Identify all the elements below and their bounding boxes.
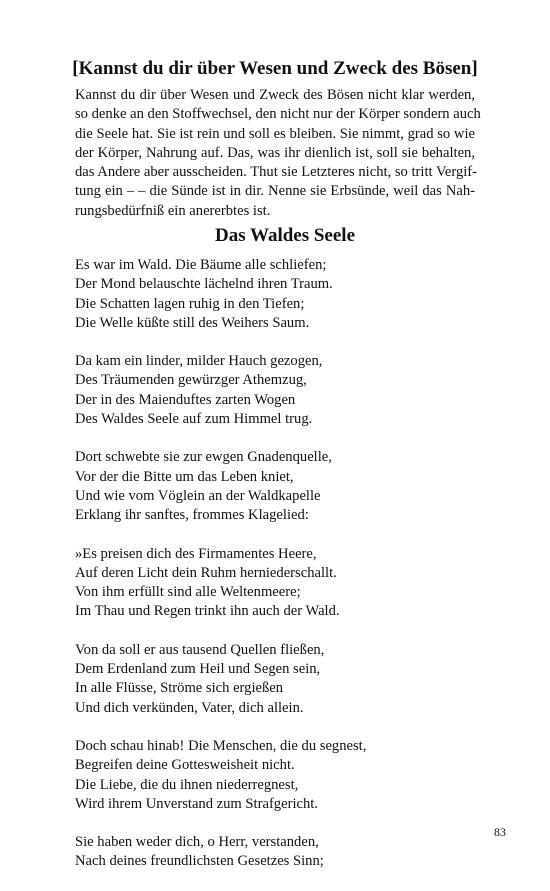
verse-line: Des Waldes Seele auf zum Himmel trug. bbox=[75, 411, 313, 428]
verse-line: Die Schatten lagen ruhig in den Tiefen; bbox=[75, 295, 305, 312]
verse-line: Des Träumenden gewürzger Athemzug, bbox=[75, 372, 307, 389]
verse-line: Und wie vom Vöglein an der Waldkapelle bbox=[75, 487, 321, 504]
prose-line: das Andere aber ausscheiden. Thut sie Letzteres nicht, so tritt Vergif- bbox=[75, 164, 478, 181]
poem-stanza bbox=[75, 352, 495, 429]
prose-line: der Körper, Nahrung auf. Das, was ihr dienlich ist, soll sie behalten, bbox=[75, 144, 475, 161]
prose-line: rungsbedürfniß ein anererbtes ist. bbox=[75, 202, 271, 219]
verse-line: Doch schau hinab! Die Menschen, die du segnest, bbox=[75, 737, 367, 754]
verse-line: Es war im Wald. Die Bäume alle schliefen; bbox=[75, 257, 327, 273]
poem bbox=[75, 256, 495, 891]
poem-stanza bbox=[75, 545, 495, 622]
section-heading: [Kannst du dir über Wesen und Zweck des Bösen] bbox=[72, 58, 478, 79]
verse-line: Sie haben weder dich, o Herr, verstanden, bbox=[75, 834, 319, 851]
verse-line: »Es preisen dich des Firmamentes Heere, bbox=[75, 545, 317, 562]
verse-line: Wird ihrem Unverstand zum Strafgericht. bbox=[75, 795, 318, 812]
prose-paragraph bbox=[75, 86, 481, 221]
poem-stanza bbox=[75, 833, 495, 872]
verse-line: Nach deines freundlichsten Gesetzes Sinn; bbox=[75, 853, 324, 870]
poem-stanza bbox=[75, 737, 495, 814]
page-number: 83 bbox=[494, 825, 506, 839]
verse-line: Von ihm erfüllt sind alle Weltenmeere; bbox=[75, 584, 301, 601]
verse-line: Und dich verkünden, Vater, dich allein. bbox=[75, 699, 304, 716]
verse-line: Begreifen deine Gottesweisheit nicht. bbox=[75, 757, 295, 774]
prose-line: die Seele hat. Sie ist rein und soll es bleiben. Sie nimmt, grad so wie bbox=[75, 125, 475, 142]
verse-line: Der in des Maienduftes zarten Wogen bbox=[75, 391, 296, 408]
poem-stanza bbox=[75, 641, 495, 718]
verse-line: Erklang ihr sanftes, frommes Klagelied: bbox=[75, 507, 309, 524]
verse-line: Von da soll er aus tausend Quellen fließen, bbox=[75, 641, 325, 658]
verse-line: Im Thau und Regen trinkt ihn auch der Wald. bbox=[75, 603, 340, 620]
verse-line: Die Welle küßte still des Weihers Saum. bbox=[75, 314, 310, 331]
poem-stanza bbox=[75, 448, 495, 525]
verse-line: Der Mond belauschte lächelnd ihren Traum. bbox=[75, 276, 333, 293]
poem-title: Das Waldes Seele bbox=[214, 225, 356, 246]
verse-line: Vor der die Bitte um das Leben kniet, bbox=[75, 468, 294, 485]
poem-stanza bbox=[75, 256, 495, 333]
verse-line: Die Liebe, die du ihnen niederregnest, bbox=[75, 776, 299, 793]
prose-line: so denke an den Stoffwechsel, den nicht nur der Körper sondern auch bbox=[75, 106, 481, 123]
prose-line: tung ein – – die Sünde ist in dir. Nenne sie Erbsünde, weil das Nah- bbox=[75, 183, 475, 200]
prose-line: Kannst du dir über Wesen und Zweck des Bösen nicht klar werden, bbox=[75, 87, 475, 103]
verse-line: In alle Flüsse, Ströme sich ergießen bbox=[75, 680, 284, 697]
verse-line: Dort schwebte sie zur ewgen Gnadenquelle, bbox=[75, 449, 332, 466]
verse-line: Da kam ein linder, milder Hauch gezogen, bbox=[75, 353, 323, 370]
verse-line: Dem Erdenland zum Heil und Segen sein, bbox=[75, 661, 321, 678]
verse-line: Auf deren Licht dein Ruhm herniederschallt. bbox=[75, 564, 337, 581]
